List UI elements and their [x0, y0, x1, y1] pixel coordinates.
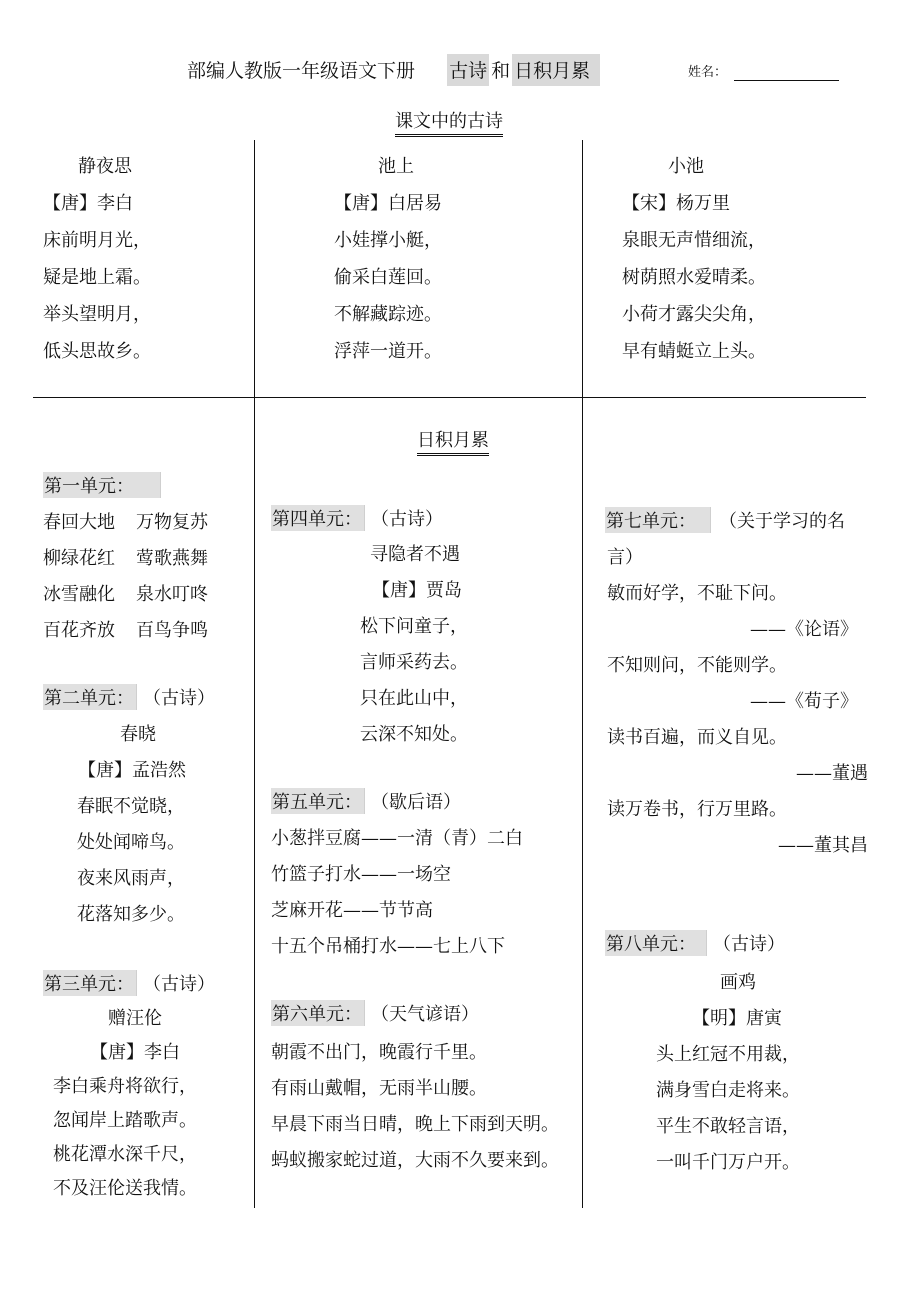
idiom: 泉水叮咚: [136, 584, 208, 605]
saying-source: ——董其昌: [778, 835, 868, 856]
poem-line: 树荫照水爱晴柔。: [622, 267, 766, 288]
unit-label: 第五单元：: [271, 788, 365, 814]
poem-line: 举头望明月，: [43, 304, 151, 325]
saying-source: ——《荀子》: [750, 691, 858, 712]
unit-heading: [43, 472, 161, 498]
poem-line: 处处闻啼鸟。: [77, 832, 185, 853]
proverb-line: 芝麻开花——节节高: [271, 900, 433, 921]
poem-line: 忽闻岸上踏歌声。: [53, 1110, 197, 1131]
unit-heading: [605, 507, 845, 533]
poem-author: 【唐】白居易: [334, 193, 442, 214]
section-title-text: 课文中的古诗: [395, 111, 503, 137]
poem-line: 李白乘舟将欲行，: [53, 1076, 197, 1097]
unit-label: 第四单元：: [271, 505, 365, 531]
unit-label: 第七单元：: [605, 507, 711, 533]
poem-author: 【唐】李白: [90, 1042, 180, 1063]
title-highlight-poems: 古诗: [447, 54, 489, 86]
section-title-text: 日积月累: [417, 430, 489, 456]
idiom-row: [43, 586, 208, 604]
poem-line: 小娃撑小艇，: [334, 230, 442, 251]
poem-author: 【唐】贾岛: [372, 580, 462, 601]
weather-proverb: 早晨下雨当日晴，晚上下雨到天明。: [271, 1114, 559, 1135]
proverb-line: 十五个吊桶打水——七上八下: [271, 936, 505, 957]
idiom: 柳绿花红: [43, 548, 115, 569]
unit-heading: [43, 684, 215, 710]
unit-heading: [271, 1000, 479, 1026]
unit-note: （古诗）: [143, 688, 215, 709]
unit-heading: [605, 930, 785, 956]
poem-author: 【唐】李白: [43, 193, 133, 214]
poem-title: 赠汪伦: [108, 1008, 162, 1029]
idiom-row: [43, 622, 208, 640]
title-and: 和: [491, 60, 511, 82]
poem-line: 云深不知处。: [360, 724, 468, 745]
unit-note: （古诗）: [371, 509, 443, 530]
unit-note: （古诗）: [713, 934, 785, 955]
poem-line: 春眠不觉晓，: [77, 796, 185, 817]
poem-line: 夜来风雨声，: [77, 868, 185, 889]
poem-line: 小荷才露尖尖角，: [622, 304, 766, 325]
header-title: [187, 62, 600, 81]
weather-proverb: 朝霞不出门，晚霞行千里。: [271, 1042, 487, 1063]
poem-line: 桃花潭水深千尺，: [53, 1144, 197, 1165]
poem-title: 静夜思: [78, 156, 132, 177]
idiom: 百鸟争鸣: [136, 620, 208, 641]
poem-line: 浮萍一道开。: [334, 341, 442, 362]
unit-heading: [43, 970, 215, 996]
poem-line: 只在此山中，: [360, 688, 468, 709]
section-title-daily-accumulation: [417, 432, 489, 450]
poem-author: 【唐】孟浩然: [78, 760, 186, 781]
column-divider-right: [582, 140, 583, 1208]
unit-heading: [271, 788, 461, 814]
poem-author: 【明】唐寅: [692, 1008, 782, 1029]
poem-title: 寻隐者不遇: [370, 544, 460, 565]
poem-line: 疑是地上霜。: [43, 267, 151, 288]
poem-line: 低头思故乡。: [43, 341, 151, 362]
saying-text: 敏而好学，不耻下问。: [607, 583, 787, 604]
saying-text: 不知则问，不能则学。: [607, 655, 787, 676]
proverb-line: 小葱拌豆腐——一清（青）二白: [271, 828, 523, 849]
column-divider-left: [254, 140, 255, 1208]
unit-note: （天气谚语）: [371, 1004, 479, 1025]
proverb-line: 竹篮子打水——一场空: [271, 864, 451, 885]
poem-title: 池上: [378, 156, 414, 177]
saying-text: 读书百遍，而义自见。: [607, 727, 787, 748]
poem-line: 偷采白莲回。: [334, 267, 442, 288]
poem-line: 花落知多少。: [77, 904, 185, 925]
saying-source: ——董遇: [796, 763, 868, 784]
poem-title: 画鸡: [720, 972, 756, 993]
name-blank-line: [734, 80, 839, 81]
unit-note-continued: 言）: [607, 547, 643, 568]
poem-line: 一叫千门万户开。: [656, 1152, 800, 1173]
unit-label: 第八单元：: [605, 930, 707, 956]
unit-label: 第一单元：: [43, 472, 161, 498]
weather-proverb: 蚂蚁搬家蛇过道，大雨不久要来到。: [271, 1150, 559, 1171]
unit-label: 第六单元：: [271, 1000, 365, 1026]
poem-line: 言师采药去。: [360, 652, 468, 673]
idiom: 冰雪融化: [43, 584, 115, 605]
idiom-row: [43, 550, 208, 568]
section-divider: [33, 397, 866, 398]
name-label: 姓名：: [688, 65, 728, 80]
poem-line: 松下问童子，: [360, 616, 468, 637]
poem-line: 头上红冠不用裁，: [656, 1044, 800, 1065]
weather-proverb: 有雨山戴帽，无雨半山腰。: [271, 1078, 487, 1099]
unit-note: （古诗）: [143, 974, 215, 995]
section-title-textbook-poems: [395, 113, 503, 131]
poem-line: 泉眼无声惜细流，: [622, 230, 766, 251]
unit-heading: [271, 505, 443, 531]
saying-text: 读万卷书，行万里路。: [607, 799, 787, 820]
poem-title: 小池: [668, 156, 704, 177]
poem-line: 平生不敢轻言语，: [656, 1116, 800, 1137]
title-text: 部编人教版一年级语文下册: [187, 60, 416, 82]
idiom: 莺歌燕舞: [136, 548, 208, 569]
poem-line: 早有蜻蜓立上头。: [622, 341, 766, 362]
idiom-row: [43, 514, 208, 532]
unit-label: 第二单元：: [43, 684, 137, 710]
unit-note: （歇后语）: [371, 792, 461, 813]
poem-line: 床前明月光，: [43, 230, 151, 251]
saying-source: ——《论语》: [750, 619, 858, 640]
title-highlight-accumulation: 日积月累: [512, 54, 600, 86]
idiom: 百花齐放: [43, 620, 115, 641]
poem-line: 不解藏踪迹。: [334, 304, 442, 325]
idiom: 春回大地: [43, 512, 115, 533]
poem-line: 不及汪伦送我情。: [53, 1178, 197, 1199]
idiom: 万物复苏: [136, 512, 208, 533]
poem-line: 满身雪白走将来。: [656, 1080, 800, 1101]
poem-title: 春晓: [120, 724, 156, 745]
unit-label: 第三单元：: [43, 970, 137, 996]
poem-author: 【宋】杨万里: [622, 193, 730, 214]
unit-note: （关于学习的名: [719, 511, 845, 532]
